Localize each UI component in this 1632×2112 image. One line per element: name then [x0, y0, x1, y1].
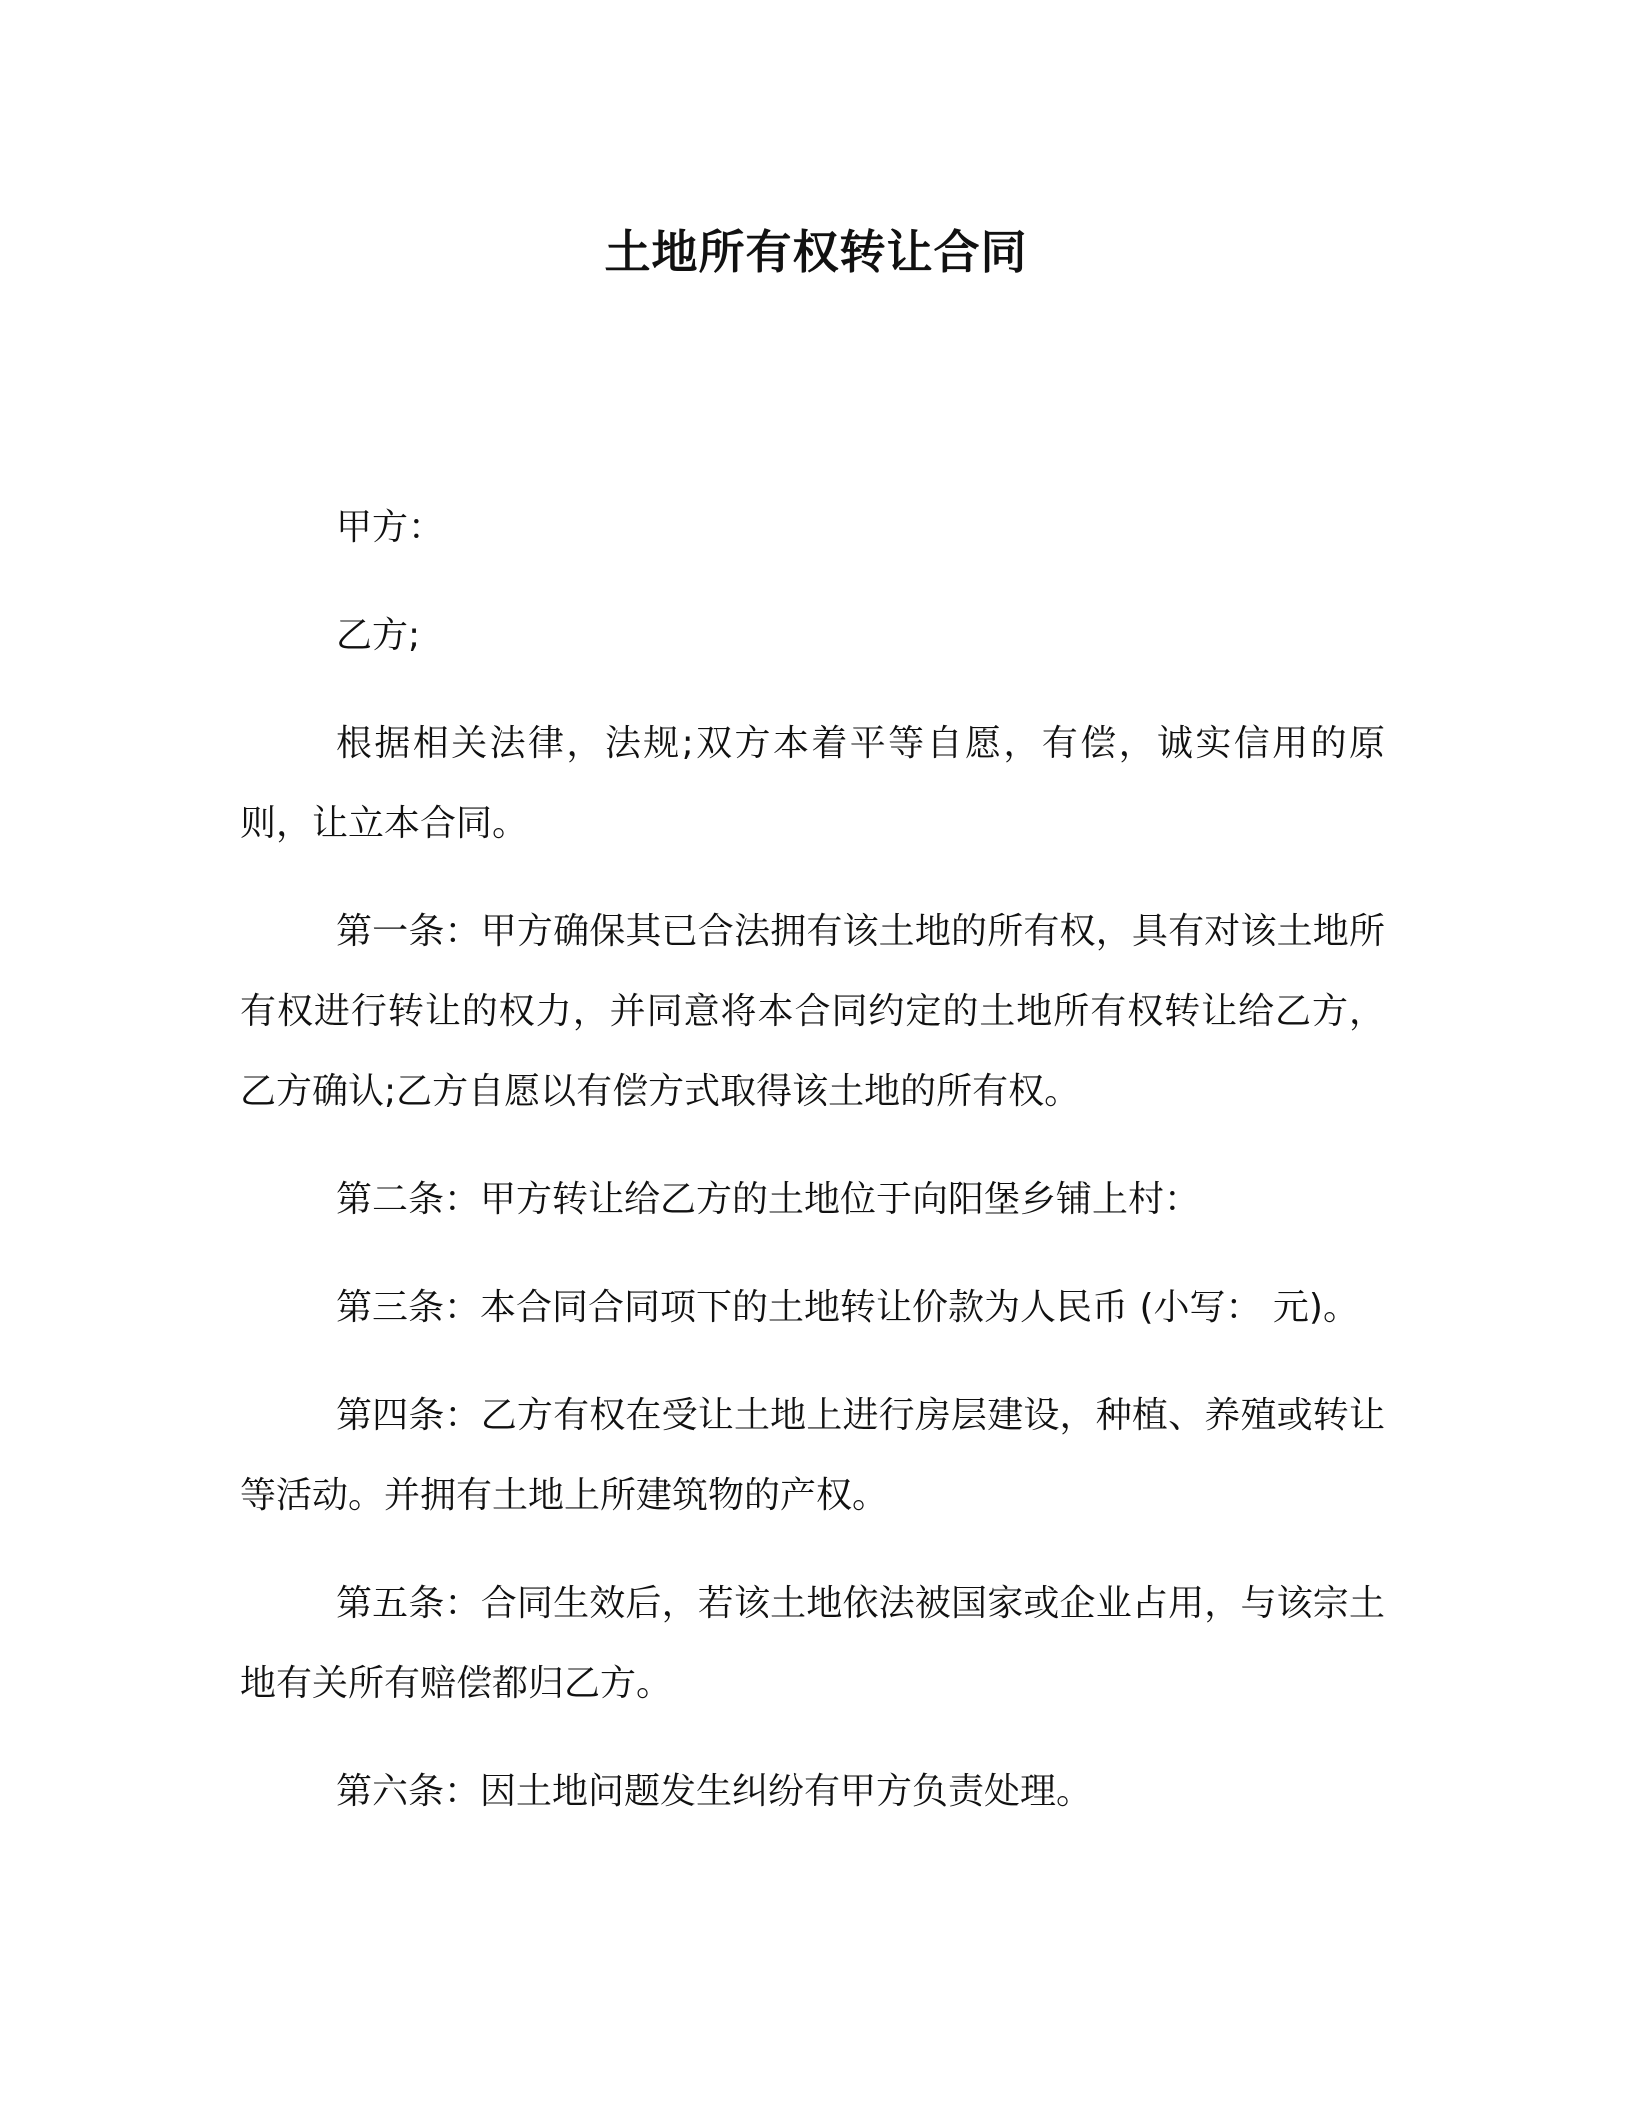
party-a-line: 甲方：	[336, 507, 445, 548]
contract-body	[240, 488, 1385, 1860]
party-b-line: 乙方;	[336, 615, 421, 656]
article-6: 第六条：因土地问题发生纠纷有甲方负责处理。	[336, 1771, 1093, 1812]
article-1: 第一条：甲方确保其已合法拥有该土地的所有权，具有对该土地所有权进行转让的权力，并同意将本合同约定的土地所有权转让给乙方，乙方确认;乙方自愿以有偿方式取得该土地的所有权。	[240, 911, 1385, 1112]
article-5: 第五条：合同生效后，若该土地依法被国家或企业占用，与该宗土地有关所有赔偿都归乙方。	[240, 1583, 1385, 1704]
document-title: 土地所有权转让合同	[604, 225, 1028, 279]
article-3: 第三条：本合同合同项下的土地转让价款为人民币 (小写： 元)。	[336, 1287, 1359, 1328]
preamble-paragraph: 根据相关法律，法规;双方本着平等自愿，有偿，诚实信用的原则，让立本合同。	[240, 723, 1385, 844]
article-2: 第二条：甲方转让给乙方的土地位于向阳堡乡铺上村：	[336, 1179, 1201, 1220]
article-4: 第四条：乙方有权在受让土地上进行房层建设，种植、养殖或转让等活动。并拥有土地上所建筑物的产权。	[240, 1395, 1385, 1516]
